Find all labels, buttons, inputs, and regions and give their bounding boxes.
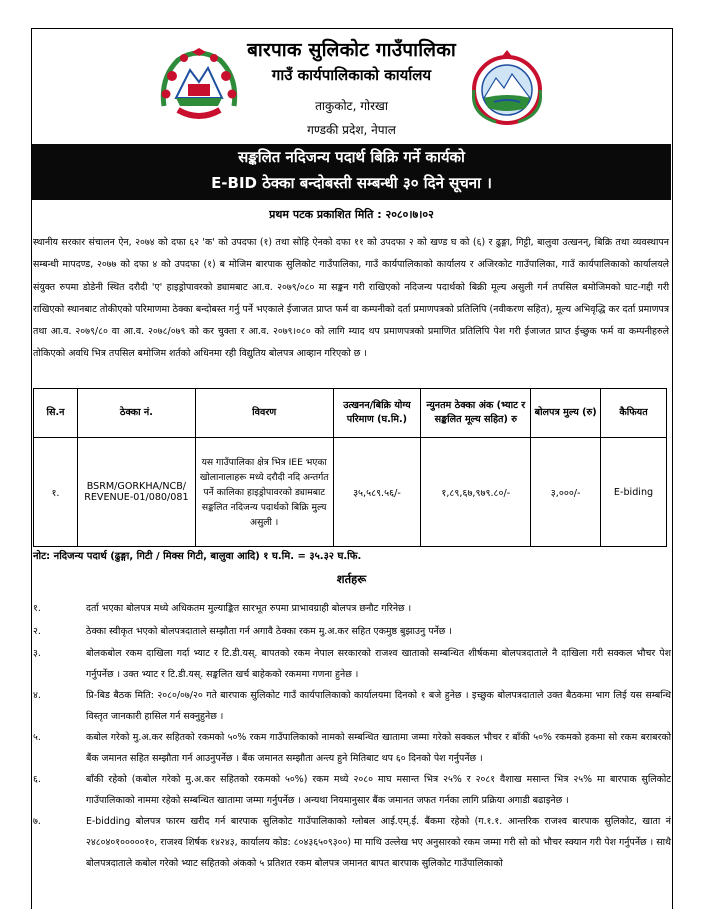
term-number: ५. xyxy=(33,732,41,743)
publication-date: प्रथम पटक प्रकाशित मिति : २०८०।७।०२ xyxy=(269,208,434,221)
term-number: ६. xyxy=(33,774,41,785)
term-text: दर्ता भएका बोलपत्र मध्ये अधिकतम मुल्याङ्कित सारभूत रुपमा प्राभावग्राही बोलपत्र छनौट गरिनेछ । xyxy=(86,603,412,614)
term-text: E-bidding बोलपत्र फारम खरीद गर्न बारपाक सुलिकोट गाउँपालिकाको ग्लोबल आई.एम्.ई. बैंकमा रहेको (ग.१.१. आन्तरिक राजश्व बारपाक सुलिकोट, खाता नं २४८०४०१०००००१०, राजश्व शिर्षक १४२४३, कार्यालय कोड: ८०४३६५०९३००) मा माथि उल्लेख भए अनुसारको रकम जम्मा गरी सो को भौचर स्क्यान गरी पेश गर्नुपर्नेछ । साथै बोलपत्रदाताले कबोल गरेको भ्याट सहितको अंकको ५ प्रतिशत रकम बोलपत्र जमानत बापत बारपाक सुलिकोट गाउँपालिकाको xyxy=(86,816,671,869)
term-text: प्रि-बिड बैठक मिति: २०८०/०७/२० गते बारपाक सुलिकोट गाउँ कार्यपालिकाको कार्यालयमा दिनको १ बजे हुनेछ । इच्छुक बोलपत्रदाताले उक्त बैठकमा भाग लिई यस सम्बन्धि विस्तृत जानकारी हासिल गर्न सक्नुहुनेछ । xyxy=(86,690,671,722)
col-header-min-amount: न्युनतम ठेक्का अंक (भ्याट र सङ्कलित मूल्य सहित) रु xyxy=(421,389,531,438)
term-item xyxy=(33,685,671,727)
cell-remarks: E-biding xyxy=(601,438,667,547)
cell-quantity: ३५,५८९.५६/- xyxy=(333,438,421,547)
term-item xyxy=(33,643,671,685)
term-item xyxy=(33,727,671,769)
term-text: ठेक्का स्वीकृत भएको बोलपत्रदाताले सम्झौता गर्न अगावै ठेक्का रकम मु.अ.कर सहित एकमुष्ठ बुझाउनु पर्नेछ । xyxy=(86,626,452,637)
cell-sn: १. xyxy=(34,438,78,547)
term-item xyxy=(33,811,671,874)
term-number: २. xyxy=(33,626,41,637)
cell-description: यस गाउँपालिका क्षेत्र भित्र IEE भएका खोलानालाहरू मध्ये दरौदी नदि अन्तर्गत पर्ने कालिका हाइड्रोपावरको ड्यामबाट सङ्कलित नदिजन्य पदार्थको बिक्रि मुल्य असुली । xyxy=(195,438,333,547)
col-header-quantity: उत्खनन/बिक्रि योग्य परिमाण (घ.मि.) xyxy=(333,389,421,438)
term-number: १. xyxy=(33,603,41,614)
tender-table xyxy=(33,388,667,547)
notice-title-banner xyxy=(32,144,671,200)
office-name: गाउँ कार्यपालिकाको कार्यालय xyxy=(271,66,432,84)
col-header-bid-price: बोलपत्र मुल्य (रु) xyxy=(531,389,601,438)
table-row xyxy=(34,438,667,547)
cell-min-amount: १,८९,६७,९७९.८०/- xyxy=(421,438,531,547)
term-number: ४. xyxy=(33,690,41,701)
term-number: ७. xyxy=(33,816,41,827)
terms-heading: शर्तहरू xyxy=(336,572,367,586)
term-item xyxy=(33,769,671,811)
notice-title-line-2: E-BID ठेक्का बन्दोबस्ती सम्बन्धी ३० दिने सूचना । xyxy=(211,174,492,192)
col-header-description: विवरण xyxy=(195,389,333,438)
notice-title-line-1: सङ्कलित नदिजन्य पदार्थ बिक्रि गर्ने कार्यको xyxy=(238,148,465,166)
term-text: बाँकी रहेको (कबोल गरेको मु.अ.कर सहितको रकमको ५०%) रकम मध्ये २०८० माघ मसान्त भित्र २५% र २०८१ वैशाख मसान्त भित्र २५% मा बारपाक सुलिकोट गाउँपालिकाको नाममा रहेको सम्बन्धित खातामा जम्मा गर्नुपर्नेछ । अन्यथा नियमानुसार बैंक जमानत जफत गर्नका लागि प्रक्रिया अगाडी बढाइनेछ । xyxy=(86,774,671,806)
table-header-row xyxy=(34,389,667,438)
term-item xyxy=(33,598,671,619)
address-line-1: ताकुकोट, गोरखा xyxy=(315,99,388,113)
term-text: कबोल गरेको मु.अ.कर सहितको रकमको ५०% रकम गाउँपालिकाको नामको सम्बन्धित खातामा जम्मा गरेको सक्कल भौचर र बाँकी ५०% रकमको हकमा सो रकम बराबरको बैंक जमानत सहित सम्झौता गर्न आउनुपर्नेछ । बैंक जमानत सम्झौता अन्त्य हुने मितिबाट थप ६० दिनको पेश गर्नुपर्नेछ । xyxy=(86,732,671,764)
term-number: ३. xyxy=(33,648,41,659)
cell-contract-no: BSRM/GORKHA/NCB/ REVENUE-01/080/081 xyxy=(77,438,195,547)
term-text: बोलकबोल रकम दाखिला गर्दा भ्याट र टि.डी.यस्. बापतको रकम नेपाल सरकारको राजश्व खाताको सम्बन्धित शीर्षकमा बोलपत्रदाताले नै दाखिला गरी सक्कल भौचर पेश गर्नुपर्नेछ । उक्त भ्याट र टि.डी.यस्. सङ्कलित खर्च बाहेकको रकममा गणना हुनेछ । xyxy=(86,648,671,680)
col-header-sn: सि.न xyxy=(34,389,78,438)
address-line-2: गण्डकी प्रदेश, नेपाल xyxy=(307,123,396,137)
col-header-remarks: कैफियत xyxy=(601,389,667,438)
intro-paragraph: स्थानीय सरकार संचालन ऐन, २०७४ को दफा ६२ 'क' को उपदफा (१) तथा सोहि ऐनको दफा ११ को उपदफा २ को खण्ड घ को (६) र ढुङ्गा, गिट्टी, बालुवा उत्खनन्, बिक्रि तथा व्यवस्थापन सम्बन्धी मापदण्ड, २०७७ को दफा ४ को उपदफा (१) ब मोजिम बारपाक सुलिकोट गाउँपालिका, गाउँ कार्यपालिकाको कार्यालय र अजिरकोट गाउँपालिका, गाउँ कार्यपालिकाको कार्यालयले संयुक्त रुपमा डोडेनी स्थित दरौदी 'ए' हाइड्रोपावरको ड्यामबाट आ.व. २०७९/०८० मा सङ्कन गरी राखिएको नदिजन्य पदार्थको बिक्री मूल्य असुली गर्न तपसिल बमोजिमको घाट-गद्दी गरी राखिएको स्थानबाट तोकीएको परिमाणमा ठेक्का बन्दोबस्त गर्नु पर्ने भएकाले ईजाजत प्राप्त फर्म वा कम्पनीको दर्ता प्रमाणपत्रको प्रतिलिपि (नवीकरण सहित), मूल्य अभिवृद्धि कर दर्ता प्रमाणपत्र तथा आ.व. २०७९/८० वा आ.व. २०७८/०७९ को कर चुक्ता र आ.व. २०७९।०८० को लागि म्याद थप प्रमाणपत्रको प्रमाणित प्रतिलिपि पेश गरी ईजाजत प्राप्त ईच्छुक फर्म वा कम्पनीहरुले तोकिएको अवधि भित्र तपसिल बमोजिम शर्तको अधिनमा रही विद्युतिय बोलपत्र आव्हान गरिएको छ । xyxy=(33,237,669,360)
term-item xyxy=(33,621,671,642)
conversion-note: नोट: नदिजन्य पदार्थ (ढुङ्गा, गिटी / मिक्स गिटी, बालुवा आदि) १ घ.मि. = ३५.३२ घ.फि. xyxy=(33,551,362,562)
cell-bid-price: ३,०००/- xyxy=(531,438,601,547)
municipality-name: बारपाक सुलिकोट गाउँपालिका xyxy=(247,39,456,61)
col-header-contract-no: ठेक्का नं. xyxy=(77,389,195,438)
